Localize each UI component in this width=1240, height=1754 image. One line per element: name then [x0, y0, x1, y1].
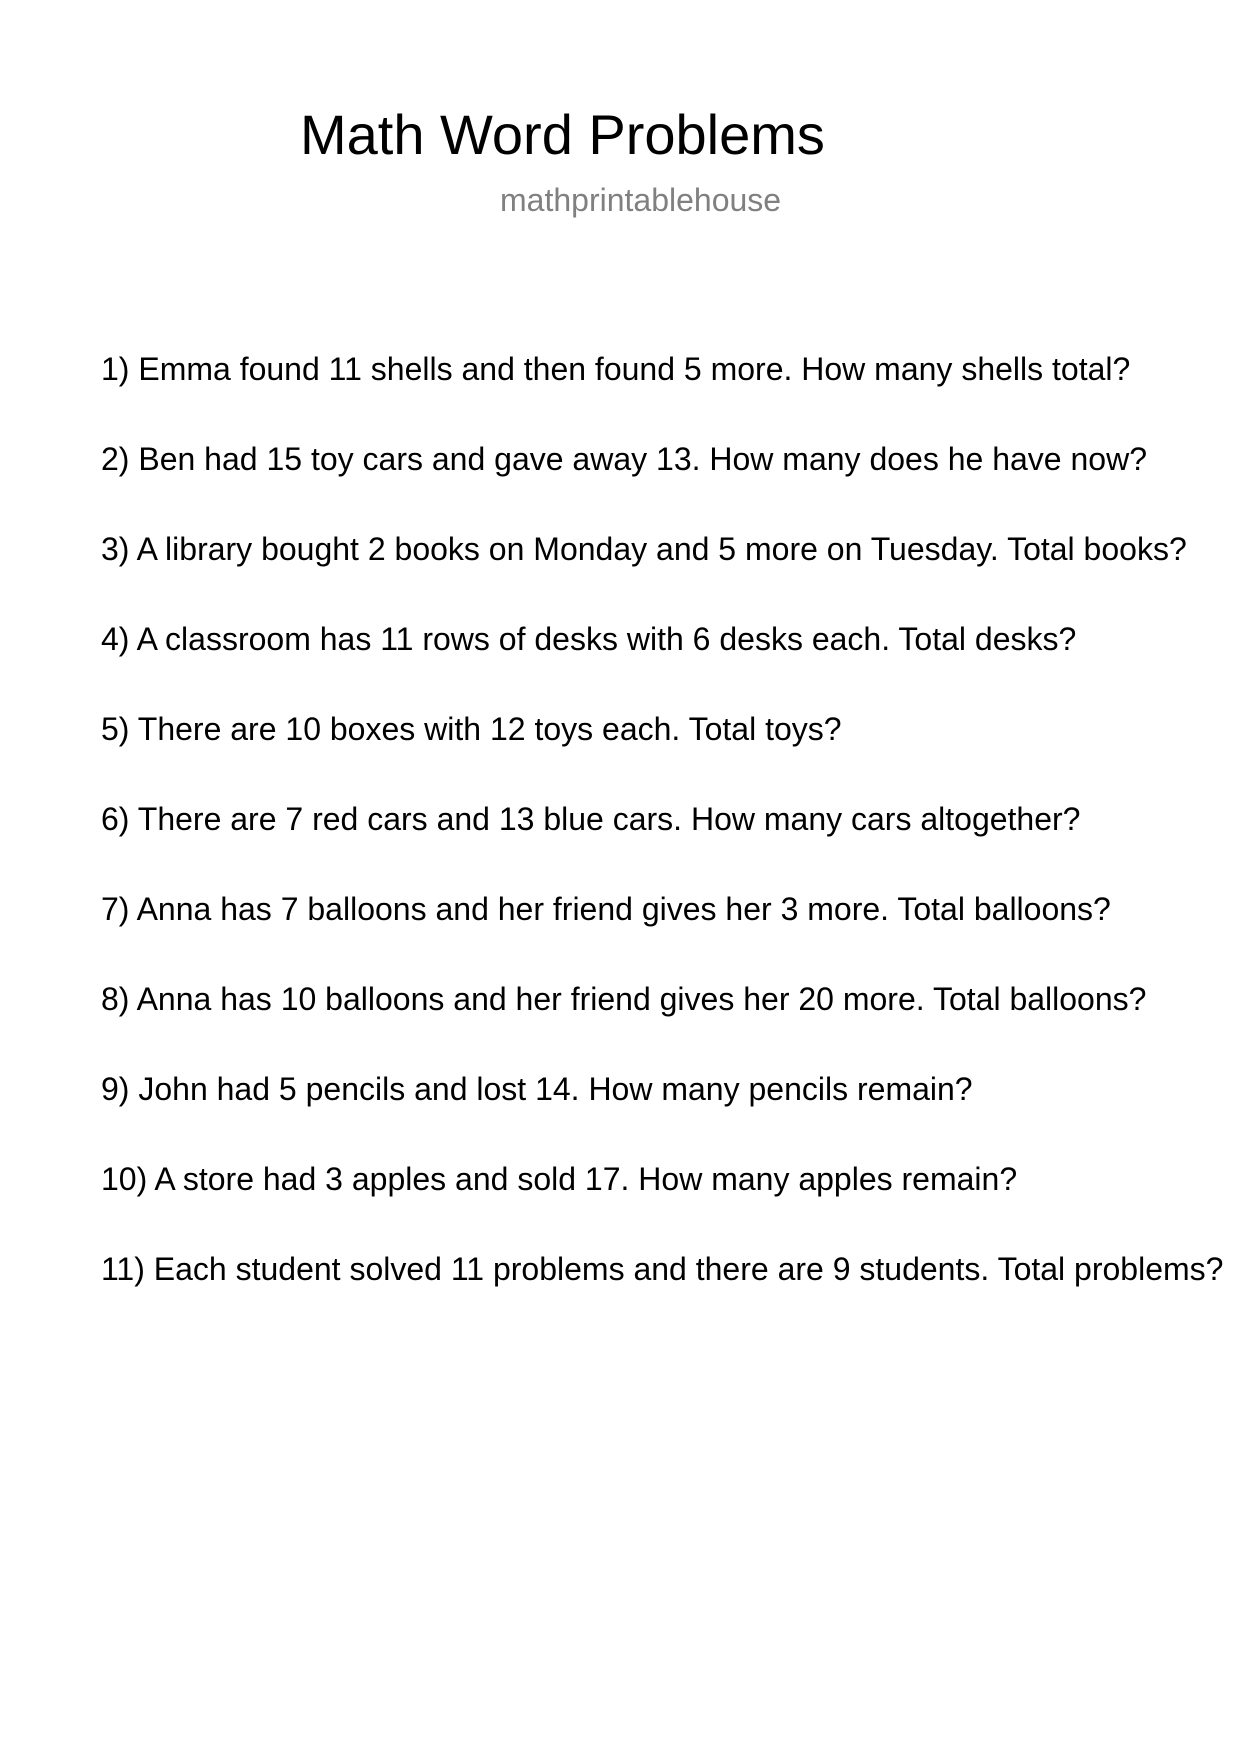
problem-4: 4) A classroom has 11 rows of desks with 6 desks each. Total desks?	[101, 621, 1077, 657]
problem-7: 7) Anna has 7 balloons and her friend gives her 3 more. Total balloons?	[101, 891, 1111, 927]
problem-1: 1) Emma found 11 shells and then found 5 more. How many shells total?	[101, 351, 1131, 387]
problem-8: 8) Anna has 10 balloons and her friend gives her 20 more. Total balloons?	[101, 981, 1147, 1017]
problem-list	[101, 349, 1240, 1339]
problem-6: 6) There are 7 red cars and 13 blue cars. How many cars altogether?	[101, 801, 1081, 837]
problem-3: 3) A library bought 2 books on Monday and 5 more on Tuesday. Total books?	[101, 531, 1187, 567]
source-label: mathprintablehouse	[500, 182, 782, 218]
problem-10: 10) A store had 3 apples and sold 17. How many apples remain?	[101, 1161, 1018, 1197]
problem-9: 9) John had 5 pencils and lost 14. How many pencils remain?	[101, 1071, 973, 1107]
problem-5: 5) There are 10 boxes with 12 toys each. Total toys?	[101, 711, 842, 747]
page-title: Math Word Problems	[300, 103, 825, 166]
problem-2: 2) Ben had 15 toy cars and gave away 13. How many does he have now?	[101, 441, 1147, 477]
problem-11: 11) Each student solved 11 problems and there are 9 students. Total problems?	[101, 1251, 1224, 1287]
